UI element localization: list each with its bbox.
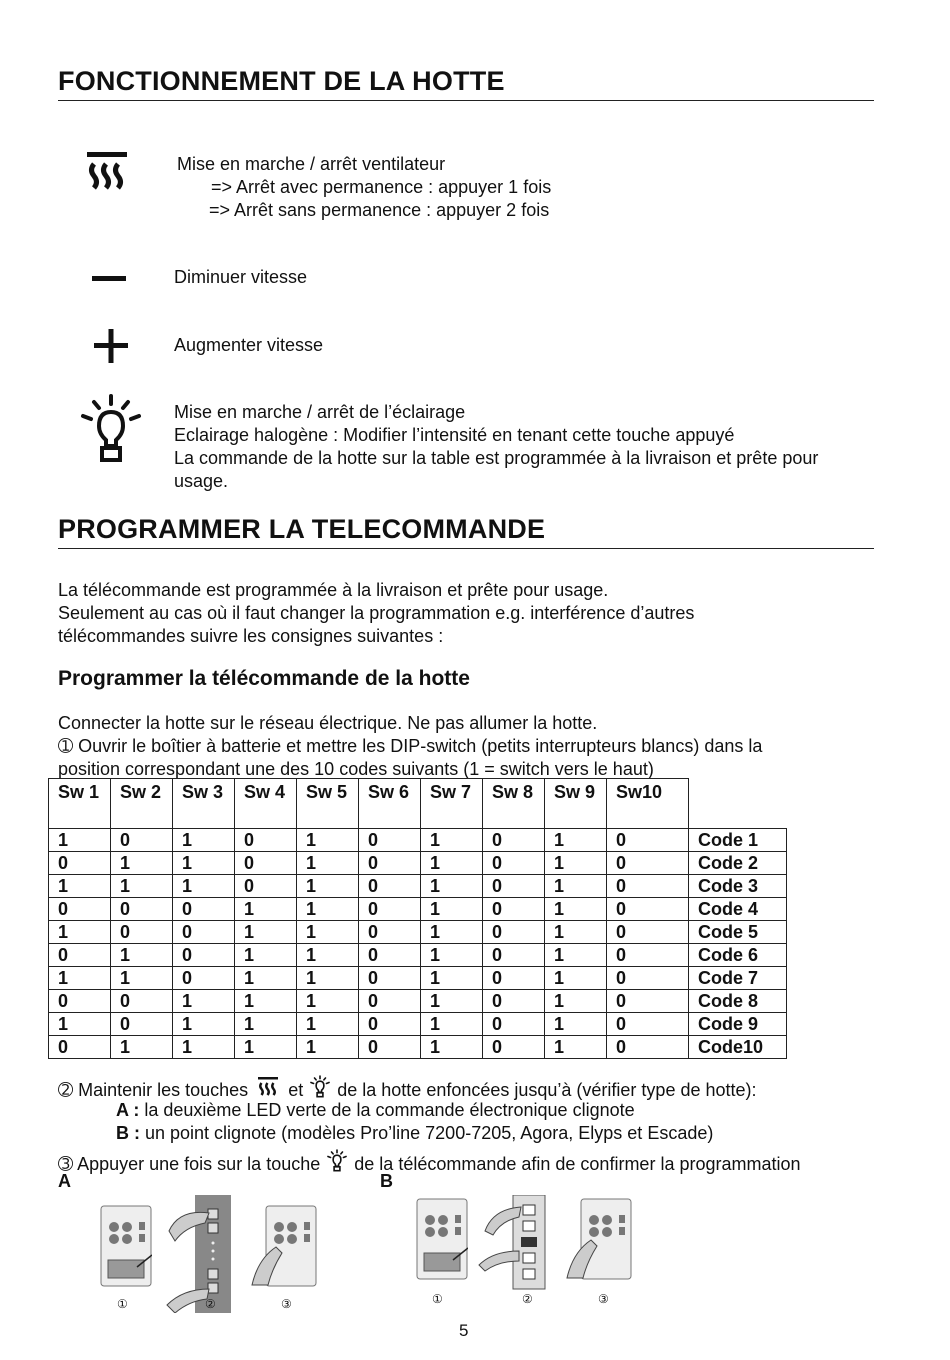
switch-cell: 1 [545,921,607,944]
step3-line [58,1149,801,1176]
remote-illustration-a1 [100,1205,152,1292]
switch-cell: 0 [173,921,235,944]
step2b-line [116,1122,713,1145]
code-cell: Code 6 [689,944,787,967]
switch-cell: 1 [235,921,297,944]
switch-cell: 1 [545,1013,607,1036]
switch-cell: 1 [421,1013,483,1036]
switch-cell: 0 [111,829,173,852]
table-row [49,898,787,921]
switch-cell: 1 [545,852,607,875]
switch-cell: 0 [607,921,689,944]
switch-cell: 0 [235,875,297,898]
switch-cell: 0 [483,1013,545,1036]
switch-cell: 1 [421,990,483,1013]
switch-cell: 1 [235,944,297,967]
intro-line-2: Seulement au cas où il faut changer la programmation e.g. interférence d’autres [58,603,695,623]
switch-cell: 1 [297,944,359,967]
step2-prefix: ➁ Maintenir les touches [58,1080,249,1100]
table-row [49,967,787,990]
fan-line-1: Mise en marche / arrêt ventilateur [177,154,446,174]
switch-cell: 0 [483,921,545,944]
switch-cell: 0 [49,852,111,875]
switch-cell: 1 [173,875,235,898]
switch-cell: 0 [359,875,421,898]
switch-cell: 1 [297,852,359,875]
switch-cell: 1 [297,967,359,990]
figure-b-number-3: ③ [598,1292,609,1306]
figure-a-number-1: ① [117,1297,128,1311]
switch-cell: 0 [173,898,235,921]
switch-cell: 1 [235,898,297,921]
switch-cell: 1 [111,944,173,967]
switch-cell: 1 [49,829,111,852]
figure-a-number-3: ③ [281,1297,292,1311]
switch-cell: 0 [483,852,545,875]
figure-b-label: B [380,1171,393,1191]
switch-cell: 1 [297,829,359,852]
switch-cell: 0 [173,967,235,990]
switch-cell: 0 [607,1036,689,1059]
fan-line-2: => Arrêt avec permanence : appuyer 1 fois [211,177,552,197]
switch-cell: 0 [111,898,173,921]
minus-label: Diminuer vitesse [174,267,308,287]
minus-icon [92,274,128,284]
column-header: Sw 7 [421,779,483,829]
switch-cell: 1 [545,829,607,852]
switch-cell: 0 [359,852,421,875]
switch-cell: 1 [545,1036,607,1059]
figure-b-number-1: ① [432,1292,443,1306]
switch-cell: 0 [483,990,545,1013]
light-line-4: usage. [174,471,229,491]
table-row [49,944,787,967]
switch-cell: 0 [359,944,421,967]
switch-cell: 0 [111,921,173,944]
switch-cell: 1 [297,1013,359,1036]
step3-suffix: de la télécommande afin de confirmer la programmation [354,1154,801,1174]
switch-cell: 1 [545,944,607,967]
step-connect: Connecter la hotte sur le réseau électrique. Ne pas allumer la hotte. [58,713,598,733]
figure-a-number-2: ② [205,1297,216,1311]
switch-cell: 0 [359,990,421,1013]
code-cell: Code 9 [689,1013,787,1036]
switch-cell: 0 [359,898,421,921]
intro-line-1: La télécommande est programmée à la livraison et prête pour usage. [58,580,609,600]
section-title-programmer: PROGRAMMER LA TELECOMMANDE [58,514,546,544]
switch-cell: 0 [607,967,689,990]
switch-cell: 1 [297,898,359,921]
table-row [49,829,787,852]
light-line-1: Mise en marche / arrêt de l’éclairage [174,402,466,422]
title-underline [58,548,874,549]
title-underline [58,100,874,101]
step3-prefix: ➂ Appuyer une fois sur la touche [58,1154,321,1174]
code-cell: Code 3 [689,875,787,898]
code-cell: Code10 [689,1036,787,1059]
switch-cell: 0 [607,944,689,967]
switch-cell: 1 [421,898,483,921]
dip-switch-table [48,778,787,1059]
remote-illustration-b1 [416,1198,468,1285]
column-header: Sw 2 [111,779,173,829]
switch-cell: 1 [111,875,173,898]
table-row [49,1013,787,1036]
plus-icon [94,329,128,363]
hood-panel-a2 [165,1195,235,1318]
step1-line-2: position correspondant une des 10 codes suivants (1 = switch vers le haut) [58,759,654,779]
switch-cell: 0 [607,1013,689,1036]
switch-cell: 0 [173,944,235,967]
switch-cell: 1 [235,967,297,990]
switch-cell: 0 [359,829,421,852]
switch-cell: 0 [607,990,689,1013]
switch-cell: 1 [297,921,359,944]
light-icon [310,1075,330,1099]
step1-line-1: ➀ Ouvrir le boîtier à batterie et mettre les DIP-switch (petits interrupteurs blancs) dans la [58,736,763,756]
switch-cell: 0 [483,875,545,898]
step2b-text: un point clignote (modèles Pro’line 7200-7205, Agora, Elyps et Escade) [140,1123,714,1143]
switch-cell: 0 [49,898,111,921]
switch-cell: 1 [421,944,483,967]
step2a-line [116,1099,635,1122]
hood-panel-b2 [477,1195,549,1296]
code-cell: Code 5 [689,921,787,944]
table-row [49,875,787,898]
fan-line-3: => Arrêt sans permanence : appuyer 2 fois [209,200,550,220]
figure-b-number-2: ② [522,1292,533,1306]
switch-cell: 1 [173,1013,235,1036]
step2a-label: A : [116,1100,140,1120]
light-icon [80,394,142,466]
code-cell: Code 7 [689,967,787,990]
switch-cell: 0 [483,898,545,921]
switch-cell: 1 [49,921,111,944]
code-cell: Code 8 [689,990,787,1013]
switch-cell: 1 [235,1013,297,1036]
switch-cell: 0 [235,852,297,875]
switch-cell: 0 [111,1013,173,1036]
remote-illustration-a3 [250,1205,330,1292]
switch-cell: 0 [359,1013,421,1036]
switch-cell: 0 [607,875,689,898]
switch-cell: 0 [607,898,689,921]
switch-cell: 1 [111,1036,173,1059]
code-cell: Code 4 [689,898,787,921]
switch-cell: 0 [483,944,545,967]
table-header-row [49,779,787,829]
column-header: Sw 3 [173,779,235,829]
page-number: 5 [459,1321,469,1340]
column-header: Sw 6 [359,779,421,829]
subsection-title: Programmer la télécommande de la hotte [58,667,470,690]
column-header: Sw 8 [483,779,545,829]
switch-cell: 1 [173,829,235,852]
switch-cell: 1 [421,829,483,852]
switch-cell: 1 [545,967,607,990]
fan-icon [86,152,128,196]
switch-cell: 1 [111,967,173,990]
table-header-spacer [689,779,787,829]
switch-cell: 0 [483,967,545,990]
switch-cell: 1 [421,921,483,944]
switch-cell: 1 [49,967,111,990]
table-row [49,1036,787,1059]
switch-cell: 0 [359,967,421,990]
switch-cell: 1 [173,852,235,875]
step2-mid: et [288,1080,304,1100]
plus-label: Augmenter vitesse [174,335,324,355]
switch-cell: 1 [421,1036,483,1059]
light-line-3: La commande de la hotte sur la table est programmée à la livraison et prête pour [174,448,819,468]
step2-line [58,1075,757,1102]
step2b-label: B : [116,1123,140,1143]
step2-suffix: de la hotte enfoncées jusqu’à (vérifier type de hotte): [337,1080,757,1100]
switch-cell: 0 [483,829,545,852]
switch-cell: 1 [297,1036,359,1059]
fan-icon [257,1077,279,1099]
switch-cell: 0 [49,944,111,967]
light-icon [327,1149,347,1173]
code-cell: Code 2 [689,852,787,875]
switch-cell: 1 [173,990,235,1013]
table-row [49,921,787,944]
switch-cell: 1 [545,990,607,1013]
switch-cell: 0 [607,829,689,852]
switch-cell: 1 [235,1036,297,1059]
switch-cell: 1 [111,852,173,875]
column-header: Sw 9 [545,779,607,829]
code-cell: Code 1 [689,829,787,852]
column-header: Sw 1 [49,779,111,829]
switch-cell: 1 [173,1036,235,1059]
switch-cell: 0 [49,1036,111,1059]
switch-cell: 1 [49,875,111,898]
intro-line-3: télécommandes suivre les consignes suivantes : [58,626,444,646]
switch-cell: 0 [607,852,689,875]
switch-cell: 0 [483,1036,545,1059]
table-row [49,852,787,875]
switch-cell: 1 [297,990,359,1013]
switch-cell: 0 [359,921,421,944]
switch-cell: 1 [421,875,483,898]
figure-a-label: A [58,1171,71,1191]
switch-cell: 1 [235,990,297,1013]
switch-cell: 0 [111,990,173,1013]
column-header: Sw 4 [235,779,297,829]
switch-cell: 1 [545,898,607,921]
switch-cell: 0 [235,829,297,852]
remote-illustration-b3 [565,1198,645,1285]
switch-cell: 1 [297,875,359,898]
section-title-fonctionnement: FONCTIONNEMENT DE LA HOTTE [58,66,505,96]
switch-cell: 1 [545,875,607,898]
switch-cell: 0 [49,990,111,1013]
column-header: Sw 5 [297,779,359,829]
column-header: Sw10 [607,779,689,829]
light-line-2: Eclairage halogène : Modifier l’intensité en tenant cette touche appuyé [174,425,735,445]
switch-cell: 0 [359,1036,421,1059]
switch-cell: 1 [421,967,483,990]
switch-cell: 1 [49,1013,111,1036]
table-row [49,990,787,1013]
switch-cell: 1 [421,852,483,875]
step2a-text: la deuxième LED verte de la commande électronique clignote [139,1100,635,1120]
